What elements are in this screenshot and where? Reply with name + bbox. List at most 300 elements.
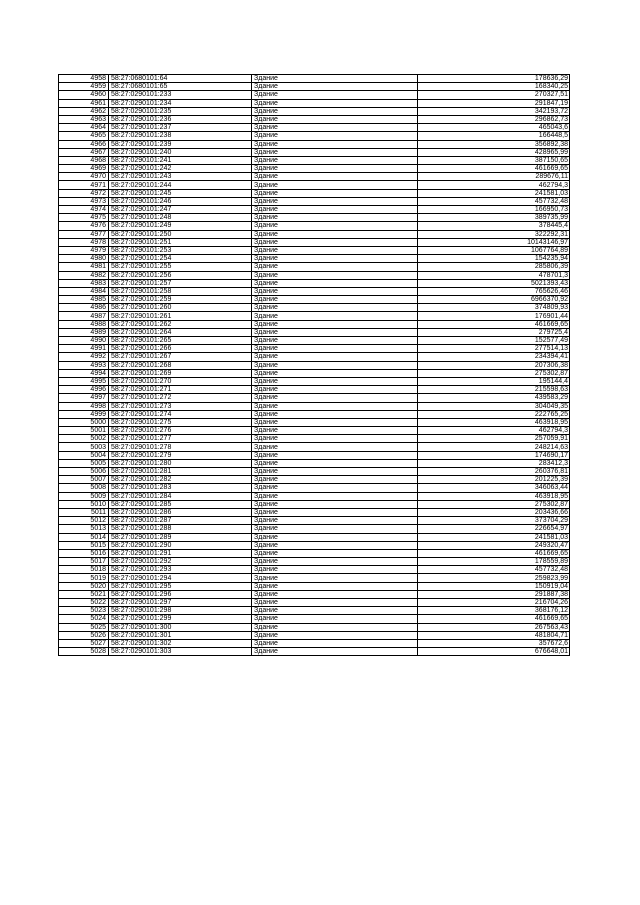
row-number: 4961 xyxy=(59,99,109,107)
cadastral-value: 296862,73 xyxy=(418,115,570,123)
row-number: 4959 xyxy=(59,83,109,91)
cadastral-value: 291847,19 xyxy=(418,99,570,107)
row-number: 4974 xyxy=(59,206,109,214)
cadastral-value: 356892,38 xyxy=(418,140,570,148)
object-type: Здание xyxy=(252,83,418,91)
row-number: 4983 xyxy=(59,279,109,287)
object-type: Здание xyxy=(252,214,418,222)
row-number: 5007 xyxy=(59,476,109,484)
cadastral-value: 6966370,92 xyxy=(418,296,570,304)
cadastral-value: 387150,65 xyxy=(418,156,570,164)
cadastral-number: 58:27:0290101:286 xyxy=(109,508,252,516)
cadastral-number: 58:27:0290101:275 xyxy=(109,418,252,426)
cadastral-number: 58:27:0290101:279 xyxy=(109,451,252,459)
cadastral-number: 58:27:0290101:280 xyxy=(109,459,252,467)
table-row xyxy=(59,451,570,459)
table-row xyxy=(59,99,570,107)
cadastral-number: 58:27:0290101:294 xyxy=(109,574,252,582)
row-number: 4964 xyxy=(59,124,109,132)
row-number: 4991 xyxy=(59,345,109,353)
row-number: 5016 xyxy=(59,549,109,557)
object-type: Здание xyxy=(252,590,418,598)
cadastral-number: 58:27:0290101:234 xyxy=(109,99,252,107)
cadastral-value: 226654,97 xyxy=(418,525,570,533)
cadastral-value: 270327,51 xyxy=(418,91,570,99)
cadastral-number: 58:27:0290101:291 xyxy=(109,549,252,557)
object-type: Здание xyxy=(252,107,418,115)
table-row xyxy=(59,156,570,164)
object-type: Здание xyxy=(252,541,418,549)
cadastral-number: 58:27:0290101:264 xyxy=(109,328,252,336)
object-type: Здание xyxy=(252,181,418,189)
object-type: Здание xyxy=(252,91,418,99)
cadastral-value: 481804,71 xyxy=(418,631,570,639)
table-row xyxy=(59,91,570,99)
table-row xyxy=(59,508,570,516)
object-type: Здание xyxy=(252,410,418,418)
cadastral-number: 58:27:0680101:65 xyxy=(109,83,252,91)
cadastral-value: 465043,6 xyxy=(418,124,570,132)
table-row xyxy=(59,312,570,320)
cadastral-number: 58:27:0290101:289 xyxy=(109,533,252,541)
row-number: 4984 xyxy=(59,287,109,295)
table-row xyxy=(59,566,570,574)
cadastral-value: 166950,73 xyxy=(418,206,570,214)
object-type: Здание xyxy=(252,402,418,410)
cadastral-value: 1067764,89 xyxy=(418,246,570,254)
object-type: Здание xyxy=(252,132,418,140)
row-number: 4966 xyxy=(59,140,109,148)
row-number: 4987 xyxy=(59,312,109,320)
cadastral-value: 283412,3 xyxy=(418,459,570,467)
cadastral-number: 58:27:0290101:242 xyxy=(109,165,252,173)
table-row xyxy=(59,353,570,361)
object-type: Здание xyxy=(252,427,418,435)
cadastral-value: 222765,25 xyxy=(418,410,570,418)
row-number: 4981 xyxy=(59,263,109,271)
table-row xyxy=(59,525,570,533)
table-row xyxy=(59,590,570,598)
cadastral-value: 152577,49 xyxy=(418,337,570,345)
table-row xyxy=(59,263,570,271)
cadastral-number: 58:27:0290101:293 xyxy=(109,566,252,574)
cadastral-number: 58:27:0290101:262 xyxy=(109,320,252,328)
table-row xyxy=(59,582,570,590)
table-row xyxy=(59,402,570,410)
table-row xyxy=(59,500,570,508)
table-row xyxy=(59,337,570,345)
cadastral-number: 58:27:0290101:272 xyxy=(109,394,252,402)
object-type: Здание xyxy=(252,353,418,361)
object-type: Здание xyxy=(252,337,418,345)
cadastral-value: 150919,04 xyxy=(418,582,570,590)
cadastral-value: 374809,93 xyxy=(418,304,570,312)
row-number: 4977 xyxy=(59,230,109,238)
row-number: 5003 xyxy=(59,443,109,451)
cadastral-value: 457732,48 xyxy=(418,566,570,574)
table-row xyxy=(59,361,570,369)
cadastral-value: 260376,81 xyxy=(418,468,570,476)
cadastral-value: 215598,63 xyxy=(418,386,570,394)
cadastral-number: 58:27:0290101:241 xyxy=(109,156,252,164)
object-type: Здание xyxy=(252,279,418,287)
table-row xyxy=(59,599,570,607)
row-number: 5006 xyxy=(59,468,109,476)
table-row xyxy=(59,468,570,476)
table-row xyxy=(59,615,570,623)
object-type: Здание xyxy=(252,369,418,377)
cadastral-number: 58:27:0290101:266 xyxy=(109,345,252,353)
cadastral-value: 10143146,97 xyxy=(418,238,570,246)
row-number: 4970 xyxy=(59,173,109,181)
row-number: 4995 xyxy=(59,377,109,385)
cadastral-value: 275302,87 xyxy=(418,500,570,508)
cadastral-number: 58:27:0290101:251 xyxy=(109,238,252,246)
table-row xyxy=(59,427,570,435)
object-type: Здание xyxy=(252,451,418,459)
row-number: 4979 xyxy=(59,246,109,254)
table-row xyxy=(59,173,570,181)
table-row xyxy=(59,549,570,557)
object-type: Здание xyxy=(252,394,418,402)
object-type: Здание xyxy=(252,525,418,533)
table-row xyxy=(59,386,570,394)
object-type: Здание xyxy=(252,418,418,426)
table-row xyxy=(59,296,570,304)
object-type: Здание xyxy=(252,500,418,508)
cadastral-number: 58:27:0290101:282 xyxy=(109,476,252,484)
cadastral-value: 248214,63 xyxy=(418,443,570,451)
cadastral-value: 5021393,43 xyxy=(418,279,570,287)
object-type: Здание xyxy=(252,435,418,443)
row-number: 5020 xyxy=(59,582,109,590)
object-type: Здание xyxy=(252,377,418,385)
object-type: Здание xyxy=(252,165,418,173)
table-row xyxy=(59,476,570,484)
cadastral-number: 58:27:0290101:300 xyxy=(109,623,252,631)
table-row xyxy=(59,271,570,279)
object-type: Здание xyxy=(252,287,418,295)
cadastral-number: 58:27:0290101:269 xyxy=(109,369,252,377)
cadastral-number: 58:27:0290101:261 xyxy=(109,312,252,320)
cadastral-number: 58:27:0290101:246 xyxy=(109,197,252,205)
row-number: 4976 xyxy=(59,222,109,230)
object-type: Здание xyxy=(252,124,418,132)
object-type: Здание xyxy=(252,582,418,590)
cadastral-number: 58:27:0290101:258 xyxy=(109,287,252,295)
cadastral-value: 203436,66 xyxy=(418,508,570,516)
cadastral-number: 58:27:0290101:255 xyxy=(109,263,252,271)
row-number: 5000 xyxy=(59,418,109,426)
row-number: 4960 xyxy=(59,91,109,99)
object-type: Здание xyxy=(252,443,418,451)
object-type: Здание xyxy=(252,459,418,467)
row-number: 5001 xyxy=(59,427,109,435)
cadastral-value: 428965,99 xyxy=(418,148,570,156)
table-row xyxy=(59,214,570,222)
cadastral-value: 462794,3 xyxy=(418,181,570,189)
row-number: 5009 xyxy=(59,492,109,500)
cadastral-value: 154235,94 xyxy=(418,255,570,263)
cadastral-value: 216704,26 xyxy=(418,599,570,607)
object-type: Здание xyxy=(252,599,418,607)
object-type: Здание xyxy=(252,222,418,230)
cadastral-value: 178559,89 xyxy=(418,558,570,566)
cadastral-number: 58:27:0290101:270 xyxy=(109,377,252,385)
table-row xyxy=(59,369,570,377)
row-number: 5023 xyxy=(59,607,109,615)
cadastral-value: 201225,39 xyxy=(418,476,570,484)
object-type: Здание xyxy=(252,386,418,394)
cadastral-value: 267563,43 xyxy=(418,623,570,631)
table-row xyxy=(59,132,570,140)
cadastral-value: 279725,4 xyxy=(418,328,570,336)
cadastral-value: 285806,39 xyxy=(418,263,570,271)
row-number: 5002 xyxy=(59,435,109,443)
cadastral-value: 478701,3 xyxy=(418,271,570,279)
table-row xyxy=(59,124,570,132)
object-type: Здание xyxy=(252,492,418,500)
table-row xyxy=(59,435,570,443)
table-row xyxy=(59,443,570,451)
cadastral-value: 322292,31 xyxy=(418,230,570,238)
row-number: 4990 xyxy=(59,337,109,345)
object-type: Здание xyxy=(252,148,418,156)
table-row xyxy=(59,287,570,295)
row-number: 4998 xyxy=(59,402,109,410)
cadastral-value: 461669,65 xyxy=(418,549,570,557)
cadastral-number: 58:27:0290101:303 xyxy=(109,648,252,656)
cadastral-value: 178636,29 xyxy=(418,75,570,83)
table-row xyxy=(59,255,570,263)
cadastral-number: 58:27:0290101:245 xyxy=(109,189,252,197)
row-number: 4988 xyxy=(59,320,109,328)
cadastral-value: 462794,3 xyxy=(418,427,570,435)
row-number: 4992 xyxy=(59,353,109,361)
cadastral-value: 373704,29 xyxy=(418,517,570,525)
cadastral-number: 58:27:0290101:267 xyxy=(109,353,252,361)
cadastral-value: 207306,38 xyxy=(418,361,570,369)
cadastral-number: 58:27:0290101:259 xyxy=(109,296,252,304)
cadastral-number: 58:27:0290101:257 xyxy=(109,279,252,287)
cadastral-number: 58:27:0290101:248 xyxy=(109,214,252,222)
table-row xyxy=(59,459,570,467)
cadastral-value: 461669,65 xyxy=(418,615,570,623)
cadastral-value: 234394,41 xyxy=(418,353,570,361)
cadastral-number: 58:27:0290101:233 xyxy=(109,91,252,99)
object-type: Здание xyxy=(252,173,418,181)
cadastral-number: 58:27:0290101:299 xyxy=(109,615,252,623)
object-type: Здание xyxy=(252,246,418,254)
row-number: 4985 xyxy=(59,296,109,304)
object-type: Здание xyxy=(252,230,418,238)
cadastral-number: 58:27:0680101:64 xyxy=(109,75,252,83)
row-number: 4980 xyxy=(59,255,109,263)
row-number: 5027 xyxy=(59,639,109,647)
cadastral-value: 342193,72 xyxy=(418,107,570,115)
row-number: 5011 xyxy=(59,508,109,516)
object-type: Здание xyxy=(252,304,418,312)
cadastral-number: 58:27:0290101:287 xyxy=(109,517,252,525)
cadastral-number: 58:27:0290101:302 xyxy=(109,639,252,647)
row-number: 4973 xyxy=(59,197,109,205)
cadastral-value: 304049,35 xyxy=(418,402,570,410)
row-number: 4972 xyxy=(59,189,109,197)
row-number: 4978 xyxy=(59,238,109,246)
cadastral-number: 58:27:0290101:298 xyxy=(109,607,252,615)
object-type: Здание xyxy=(252,476,418,484)
table-row xyxy=(59,558,570,566)
object-type: Здание xyxy=(252,631,418,639)
cadastral-value: 457732,48 xyxy=(418,197,570,205)
row-number: 4962 xyxy=(59,107,109,115)
cadastral-value: 289676,11 xyxy=(418,173,570,181)
object-type: Здание xyxy=(252,296,418,304)
object-type: Здание xyxy=(252,574,418,582)
row-number: 5018 xyxy=(59,566,109,574)
table-row xyxy=(59,165,570,173)
row-number: 4993 xyxy=(59,361,109,369)
cadastral-number: 58:27:0290101:253 xyxy=(109,246,252,254)
cadastral-number: 58:27:0290101:244 xyxy=(109,181,252,189)
cadastral-number: 58:27:0290101:260 xyxy=(109,304,252,312)
row-number: 5008 xyxy=(59,484,109,492)
row-number: 5013 xyxy=(59,525,109,533)
cadastral-number: 58:27:0290101:288 xyxy=(109,525,252,533)
table-row xyxy=(59,222,570,230)
object-type: Здание xyxy=(252,99,418,107)
cadastral-value: 275302,87 xyxy=(418,369,570,377)
cadastral-value: 195144,4 xyxy=(418,377,570,385)
cadastral-value: 166448,5 xyxy=(418,132,570,140)
object-type: Здание xyxy=(252,623,418,631)
cadastral-value: 357672,6 xyxy=(418,639,570,647)
table-row xyxy=(59,148,570,156)
cadastral-number: 58:27:0290101:268 xyxy=(109,361,252,369)
row-number: 4968 xyxy=(59,156,109,164)
table-row xyxy=(59,328,570,336)
cadastral-number: 58:27:0290101:239 xyxy=(109,140,252,148)
cadastral-value: 346063,44 xyxy=(418,484,570,492)
table-row xyxy=(59,410,570,418)
table-row xyxy=(59,345,570,353)
row-number: 4967 xyxy=(59,148,109,156)
cadastral-number: 58:27:0290101:240 xyxy=(109,148,252,156)
cadastral-value: 291887,38 xyxy=(418,590,570,598)
table-row xyxy=(59,639,570,647)
object-type: Здание xyxy=(252,328,418,336)
cadastral-number: 58:27:0290101:284 xyxy=(109,492,252,500)
cadastral-value: 389735,99 xyxy=(418,214,570,222)
table-row xyxy=(59,320,570,328)
row-number: 5010 xyxy=(59,500,109,508)
cadastral-value-table xyxy=(58,74,570,656)
cadastral-number: 58:27:0290101:243 xyxy=(109,173,252,181)
cadastral-value: 461669,65 xyxy=(418,320,570,328)
object-type: Здание xyxy=(252,255,418,263)
cadastral-number: 58:27:0290101:277 xyxy=(109,435,252,443)
object-type: Здание xyxy=(252,566,418,574)
row-number: 5014 xyxy=(59,533,109,541)
cadastral-number: 58:27:0290101:292 xyxy=(109,558,252,566)
cadastral-value: 439583,29 xyxy=(418,394,570,402)
cadastral-value: 277514,13 xyxy=(418,345,570,353)
object-type: Здание xyxy=(252,508,418,516)
object-type: Здание xyxy=(252,115,418,123)
object-type: Здание xyxy=(252,361,418,369)
cadastral-value: 176901,44 xyxy=(418,312,570,320)
table-row xyxy=(59,83,570,91)
cadastral-number: 58:27:0290101:236 xyxy=(109,115,252,123)
table-row xyxy=(59,517,570,525)
table-row xyxy=(59,140,570,148)
cadastral-value: 174690,17 xyxy=(418,451,570,459)
cadastral-value: 241581,03 xyxy=(418,189,570,197)
table-row xyxy=(59,197,570,205)
table-row xyxy=(59,246,570,254)
cadastral-value: 241581,03 xyxy=(418,533,570,541)
table-row xyxy=(59,607,570,615)
row-number: 5004 xyxy=(59,451,109,459)
cadastral-value: 676648,01 xyxy=(418,648,570,656)
row-number: 5019 xyxy=(59,574,109,582)
object-type: Здание xyxy=(252,484,418,492)
object-type: Здание xyxy=(252,320,418,328)
table-row xyxy=(59,238,570,246)
cadastral-number: 58:27:0290101:256 xyxy=(109,271,252,279)
cadastral-number: 58:27:0290101:281 xyxy=(109,468,252,476)
cadastral-number: 58:27:0290101:238 xyxy=(109,132,252,140)
object-type: Здание xyxy=(252,156,418,164)
cadastral-number: 58:27:0290101:235 xyxy=(109,107,252,115)
cadastral-value: 368176,12 xyxy=(418,607,570,615)
row-number: 5028 xyxy=(59,648,109,656)
cadastral-number: 58:27:0290101:249 xyxy=(109,222,252,230)
row-number: 5024 xyxy=(59,615,109,623)
row-number: 5012 xyxy=(59,517,109,525)
cadastral-number: 58:27:0290101:301 xyxy=(109,631,252,639)
row-number: 4963 xyxy=(59,115,109,123)
table-row xyxy=(59,484,570,492)
table-row xyxy=(59,533,570,541)
cadastral-value: 249320,47 xyxy=(418,541,570,549)
object-type: Здание xyxy=(252,648,418,656)
object-type: Здание xyxy=(252,517,418,525)
row-number: 5025 xyxy=(59,623,109,631)
table-row xyxy=(59,181,570,189)
row-number: 4999 xyxy=(59,410,109,418)
object-type: Здание xyxy=(252,140,418,148)
row-number: 5022 xyxy=(59,599,109,607)
cadastral-number: 58:27:0290101:273 xyxy=(109,402,252,410)
row-number: 4982 xyxy=(59,271,109,279)
row-number: 4997 xyxy=(59,394,109,402)
cadastral-value: 765626,46 xyxy=(418,287,570,295)
table-row xyxy=(59,230,570,238)
table-row xyxy=(59,377,570,385)
row-number: 4965 xyxy=(59,132,109,140)
cadastral-number: 58:27:0290101:296 xyxy=(109,590,252,598)
cadastral-value: 259823,99 xyxy=(418,574,570,582)
row-number: 5026 xyxy=(59,631,109,639)
object-type: Здание xyxy=(252,615,418,623)
object-type: Здание xyxy=(252,197,418,205)
object-type: Здание xyxy=(252,468,418,476)
table-row xyxy=(59,492,570,500)
cadastral-number: 58:27:0290101:278 xyxy=(109,443,252,451)
row-number: 4986 xyxy=(59,304,109,312)
table-row xyxy=(59,574,570,582)
